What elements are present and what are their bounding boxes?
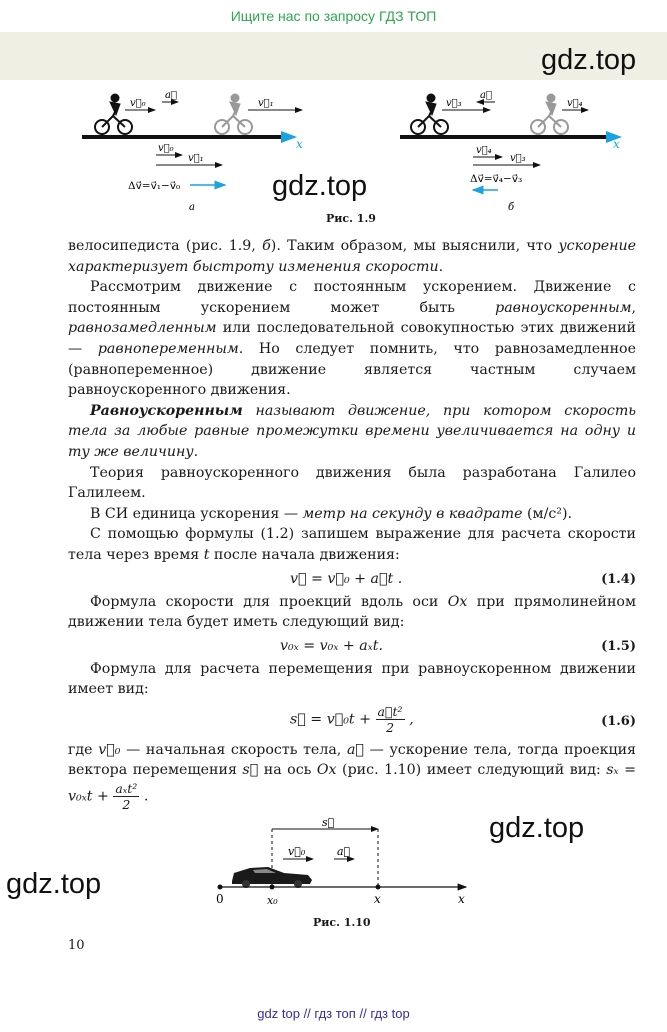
figure-1-10: [210, 818, 480, 910]
x-axis-label: x: [458, 892, 465, 906]
watermark: gdz.top: [541, 44, 637, 76]
x-point: [376, 885, 381, 890]
cyclist-icon-b: [411, 94, 448, 134]
cyclist-faded-icon-b: [531, 94, 568, 134]
paragraph: велосипедиста (рис. 1.9, б). Таким образом, мы выяснили, что ускорение характеризует быстроту изменения скорости.: [68, 238, 636, 275]
footer-links: [0, 1006, 667, 1021]
footer-link[interactable]: gdz top: [257, 1006, 300, 1021]
v3-label-b: v⃗₃: [510, 153, 526, 164]
delta-v-a: Δv⃗=v⃗₁−v⃗₀: [128, 180, 181, 192]
s-label: s⃗: [322, 818, 335, 829]
figure-caption: Рис. 1.10: [313, 916, 371, 929]
sub-b-label: б: [508, 202, 515, 213]
sub-a-label: а: [189, 202, 195, 213]
equation-1-5: v₀ₓ = v₀ₓ + aₓt. (1.5): [280, 637, 636, 654]
v0-label: v⃗₀: [130, 98, 146, 109]
x-axis-label-b: x: [613, 137, 620, 151]
figure-1-9: [70, 82, 640, 232]
v4-label: v⃗₄: [567, 98, 583, 109]
x-axis-label: x: [296, 137, 303, 151]
promo-banner[interactable]: Ищите нас по запросу ГДЗ ТОП: [230, 8, 437, 24]
v0-label: v⃗₀: [288, 845, 306, 858]
footer-separator: //: [359, 1006, 367, 1021]
footer-link[interactable]: гдз топ: [314, 1006, 356, 1021]
origin-point: [218, 885, 223, 890]
paragraph: Формула скорости для проекций вдоль оси Ox при прямолинейном движении тела будет иметь следующий вид:: [68, 593, 636, 631]
paragraph: Теория равноускоренного движения была разработана Галилео Галилеем.: [68, 464, 636, 502]
delta-v-b: Δv⃗=v⃗₄−v⃗₃: [470, 173, 523, 185]
equation-1-6: s⃗ = v⃗₀t + $\frac{\text{a⃗t²}}{2}$ , (1.6): [290, 703, 636, 735]
figure-caption: Рис. 1.9: [326, 212, 376, 225]
footer-separator: //: [303, 1006, 311, 1021]
v3-label: v⃗₃: [446, 98, 462, 109]
v0-label-b: v⃗₀: [158, 143, 174, 154]
x0-label: x₀: [267, 894, 278, 907]
acc-label-b: a⃗: [480, 90, 492, 101]
v4-label-b: v⃗₄: [476, 145, 492, 156]
body-text: [68, 236, 636, 812]
acc-label: a⃗: [165, 90, 177, 101]
paragraph: где v⃗₀ — начальная скорость тела, a⃗ — ускорение тела, тогда проекция вектора перемещения s⃗ на ось Ox (рис. 1.10) имеет следующий вид: sₓ = v₀ₓt + $\frac{\text{aₓt²}}{2}$ .: [68, 741, 636, 813]
v1-label: v⃗₁: [258, 98, 274, 109]
x0-point: [270, 885, 275, 890]
footer-link[interactable]: гдз top: [370, 1006, 410, 1021]
paragraph: С помощью формулы (1.2) запишем выражение для расчета скорости тела через время t после начала движения:: [68, 526, 636, 563]
acc-label: a⃗: [337, 845, 351, 858]
paragraph: Формула для расчета перемещения при равноускоренном движении имеет вид:: [68, 660, 636, 698]
definition-paragraph: Равноускоренным называют движение, при котором скорость тела за любые равные промежутки времени увеличивается на одну и ту же величину.: [68, 402, 636, 460]
x-point-label: x: [374, 892, 381, 906]
watermark: gdz.top: [272, 170, 368, 202]
paragraph: Рассмотрим движение с постоянным ускорением. Движение с постоянным ускорением может быть равноускоренным, равнозамедленным или последовательной совокупностью этих движений — равнопеременным. Но следует помнить, что равнозамедленное (равнопеременное) движение является частным случаем равноускоренного движения.: [68, 279, 636, 399]
watermark: gdz.top: [489, 812, 585, 844]
v1-label-b: v⃗₁: [188, 153, 204, 164]
cyclist-icon: [95, 94, 132, 134]
page-number: 10: [68, 938, 85, 953]
equation-1-4: v⃗ = v⃗₀ + a⃗t . (1.4): [290, 570, 636, 587]
watermark: gdz.top: [6, 868, 102, 900]
origin-label: 0: [216, 892, 224, 906]
figure-1-9-b: [400, 90, 620, 213]
paragraph: В СИ единица ускорения — метр на секунду в квадрате (м/с²).: [90, 505, 573, 522]
figure-1-9-a: [82, 90, 303, 213]
cyclist-faded-icon: [215, 94, 252, 134]
